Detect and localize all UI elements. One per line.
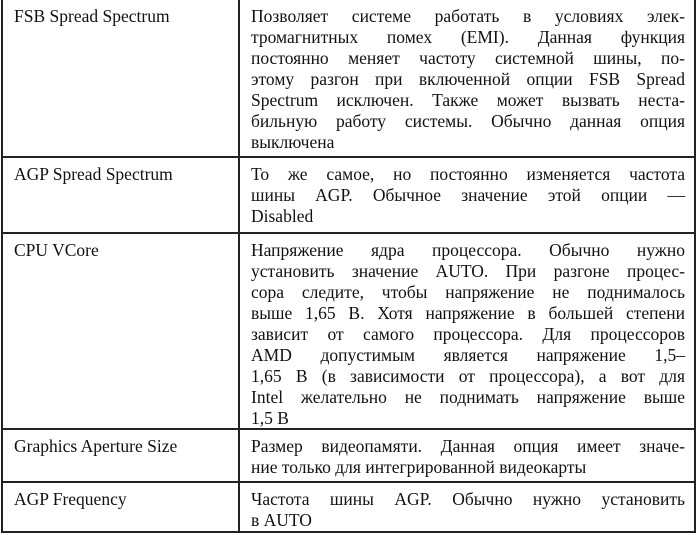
table-row [3,234,694,430]
table-row [3,430,694,483]
description-line: 1,65 В (в зависимости от процессора), а вот для [251,366,685,386]
description-line: Spectrum исключен. Также может вызвать неста- [251,90,685,110]
description-line: Intel желательно не поднимать напряжение выше [251,387,685,407]
table-row [3,483,694,531]
description-line: зависит от самого процессора. Для процессоров [251,324,685,344]
table-row [3,0,694,158]
description-line: выше 1,65 В. Хотя напряжение в большей степени [251,303,685,323]
description-line: Размер видеопамяти. Данная опция имеет значе- [251,436,685,456]
description-line: установить значение AUTO. При разгоне процес- [251,261,685,281]
option-name-cell: AGP Spread Spectrum [3,158,240,232]
description-line: ние только для интегрированной видеокарты [251,457,587,477]
option-description-cell [240,158,694,232]
description-line: бильную работу системы. Обычно данная опция [251,111,685,131]
description-line: Позволяет системе работать в условиях элек- [251,6,685,26]
description-line: Напряжение ядра процессора. Обычно нужно [251,240,685,260]
description-line: этому разгон при включенной опции FSB Spread [251,69,685,89]
description-line: тромагнитных помех (EMI). Данная функция [251,27,685,47]
option-description-cell [240,483,694,531]
table-row [3,158,694,234]
description-line: шины AGP. Обычное значение этой опции — [251,185,685,205]
option-name-cell: AGP Frequency [3,483,240,531]
description-line: 1,5 В [251,408,289,428]
description-line: AMD допустимым является напряжение 1,5– [251,345,685,365]
option-description-cell [240,234,694,428]
option-name-cell: CPU VCore [3,234,240,428]
option-name-cell: FSB Spread Spectrum [3,0,240,156]
description-line: сора следите, чтобы напряжение не поднималось [251,282,685,302]
bios-options-table [1,0,696,533]
option-description-cell [240,430,694,481]
description-line: Disabled [251,206,314,226]
description-line: выключена [251,132,335,152]
description-line: Частота шины AGP. Обычно нужно установить [251,489,685,509]
description-line: в AUTO [251,510,312,530]
description-line: То же самое, но постоянно изменяется частота [251,164,685,184]
option-description-cell [240,0,694,156]
option-name-cell: Graphics Aperture Size [3,430,240,481]
description-line: постоянно меняет частоту системной шины, по- [251,48,685,68]
